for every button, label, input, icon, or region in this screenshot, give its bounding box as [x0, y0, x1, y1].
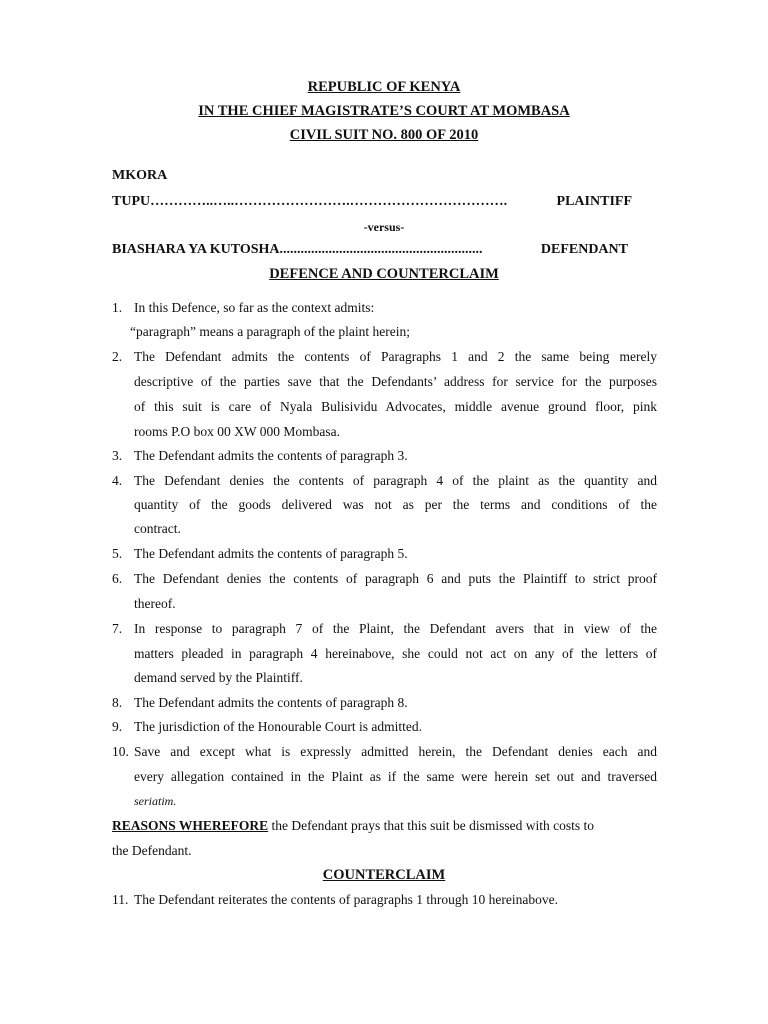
paragraph-number: 5.: [112, 546, 123, 561]
defendant-name: BIASHARA YA KUTOSHA: [112, 242, 280, 257]
paragraph-4-line: contract.: [134, 521, 181, 536]
reasons-wherefore-line: the Defendant.: [112, 843, 192, 858]
header-suit-number: CIVIL SUIT NO. 800 OF 2010: [289, 127, 479, 143]
paragraph-number: 6.: [112, 571, 123, 586]
versus-label: -versus-: [363, 220, 405, 234]
paragraph-number: 9.: [112, 719, 123, 734]
paragraph-11-line: The Defendant reiterates the contents of paragraphs 1 through 10 hereinabove.: [134, 892, 558, 907]
paragraph-number: 8.: [112, 695, 123, 710]
defendant-role: DEFENDANT: [540, 242, 628, 257]
paragraph-10-line: Save and except what is expressly admitted herein, the Defendant denies each and: [134, 744, 657, 759]
paragraph-number: 1.: [112, 300, 123, 315]
paragraph-8-line: The Defendant admits the contents of paragraph 8.: [134, 695, 408, 710]
reasons-wherefore-line: [112, 818, 657, 834]
plaintiff-last-name: TUPU: [112, 194, 151, 209]
paragraph-1-line: In this Defence, so far as the context admits:: [134, 300, 375, 315]
paragraph-7-line: In response to paragraph 7 of the Plaint, the Defendant avers that in view of the: [134, 621, 657, 636]
paragraph-2-line: rooms P.O box 00 XW 000 Mombasa.: [134, 424, 341, 439]
paragraph-7-line: matters pleaded in paragraph 4 hereinabove, she could not act on any of the letters of: [134, 646, 657, 661]
paragraph-2-line: of this suit is care of Nyala Bulisividu Advocates, middle avenue ground floor, pink: [134, 399, 657, 414]
paragraph-number: 3.: [112, 448, 123, 463]
paragraph-5-line: The Defendant admits the contents of paragraph 5.: [134, 546, 408, 561]
paragraph-6-line: thereof.: [134, 596, 176, 611]
paragraph-number: 2.: [112, 349, 123, 364]
document-title: DEFENCE AND COUNTERCLAIM: [269, 266, 499, 282]
paragraph-number: 10.: [112, 744, 129, 759]
reasons-wherefore-text: the Defendant prays that this suit be dismissed with costs to: [268, 818, 595, 833]
plaintiff-first-name: MKORA: [112, 168, 168, 183]
paragraph-number: 7.: [112, 621, 123, 636]
paragraph-6-line: The Defendant denies the contents of paragraph 6 and puts the Plaintiff to strict proof: [134, 571, 657, 586]
paragraph-number: 11.: [112, 892, 129, 907]
paragraph-4-line: quantity of the goods delivered was not as per the terms and conditions of the: [134, 497, 657, 512]
defendant-dots: ..........................................................: [279, 242, 483, 257]
seriatim-term: seriatim.: [134, 794, 177, 808]
plaintiff-role: PLAINTIFF: [556, 194, 632, 209]
defendant-line: [112, 242, 628, 258]
header-republic: REPUBLIC OF KENYA: [307, 79, 461, 95]
reasons-wherefore-heading: REASONS WHEREFORE: [112, 818, 269, 833]
paragraph-10-line: [134, 794, 657, 809]
counterclaim-title: COUNTERCLAIM: [322, 867, 446, 883]
plaintiff-dots: …………..…..…………………….…………………………….: [150, 194, 508, 209]
paragraph-4-line: The Defendant denies the contents of paragraph 4 of the plaint as the quantity and: [134, 473, 657, 488]
header-court: IN THE CHIEF MAGISTRATE’S COURT AT MOMBASA: [198, 103, 570, 119]
paragraph-1-line: “paragraph” means a paragraph of the plaint herein;: [130, 324, 410, 339]
paragraph-7-line: demand served by the Plaintiff.: [134, 670, 303, 685]
paragraph-9-line: The jurisdiction of the Honourable Court is admitted.: [134, 719, 422, 734]
paragraph-10-line: every allegation contained in the Plaint as if the same were herein set out and traversed: [134, 769, 657, 784]
paragraph-3-line: The Defendant admits the contents of paragraph 3.: [134, 448, 408, 463]
paragraph-number: 4.: [112, 473, 123, 488]
paragraph-2-line: The Defendant admits the contents of Paragraphs 1 and 2 the same being merely: [134, 349, 657, 364]
plaintiff-line: [112, 194, 632, 210]
paragraph-2-line: descriptive of the parties save that the Defendants’ address for service for the purposes: [134, 374, 657, 389]
